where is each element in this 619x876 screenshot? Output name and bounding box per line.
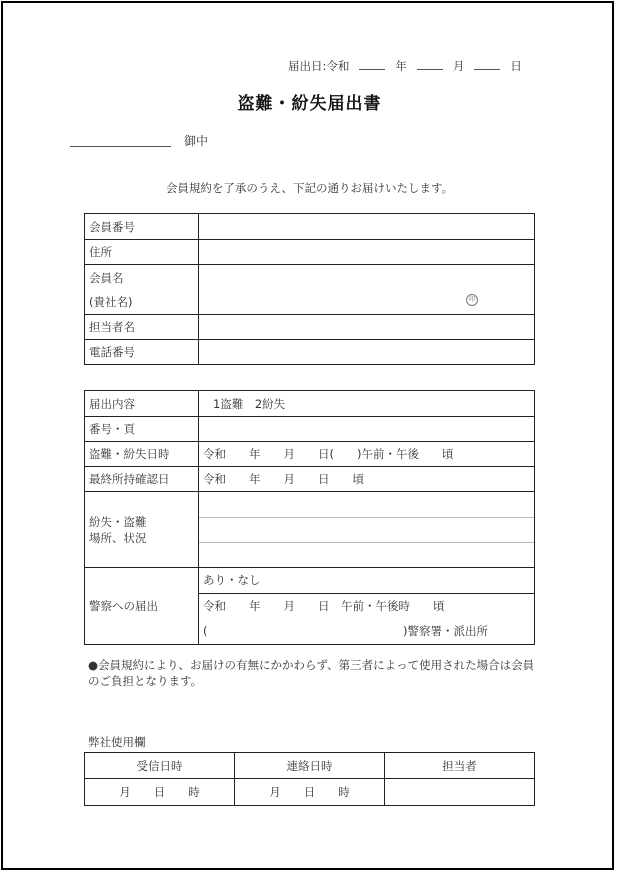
received-datetime-field[interactable]: 月 日 時	[85, 779, 235, 806]
office-use-title: 弊社使用欄	[88, 735, 146, 749]
day-blank[interactable]	[474, 59, 500, 70]
report-content-options: 1盗難 2紛失	[213, 396, 286, 411]
last-confirm-template: 令和 年 月 日 頃	[203, 472, 364, 486]
phone-label: 電話番号	[85, 340, 199, 365]
address-label: 住所	[85, 240, 199, 265]
contact-datetime-header: 連絡日時	[235, 753, 385, 779]
incident-datetime-template: 令和 年 月 日( )午前・午後 頃	[203, 447, 454, 461]
place-label-line1: 紛失・盗難	[89, 514, 147, 529]
member-number-field[interactable]	[199, 214, 535, 240]
police-station[interactable]: ( )警察署・派出所	[203, 624, 488, 638]
member-name-field[interactable]	[199, 265, 535, 315]
address-field[interactable]	[199, 240, 535, 265]
staff-header: 担当者	[385, 753, 535, 779]
year-blank[interactable]	[359, 59, 385, 70]
notice-text: ●会員規約により、お届けの有無にかかわらず、第三者によって使用された場合は会員のご負担となります。	[88, 658, 535, 688]
contact-datetime-field[interactable]: 月 日 時	[235, 779, 385, 806]
place-line-3[interactable]	[199, 542, 534, 567]
report-content-label: 届出内容	[85, 391, 199, 417]
addressee-suffix: 御中	[184, 134, 209, 148]
member-name-text: 会員名	[89, 270, 124, 285]
office-use-table	[84, 752, 535, 806]
received-datetime-header: 受信日時	[85, 753, 235, 779]
place-situation-label	[85, 492, 199, 568]
phone-field[interactable]	[199, 340, 535, 365]
person-in-charge-field[interactable]	[199, 315, 535, 340]
member-number-label: 会員番号	[85, 214, 199, 240]
police-report-label: 警察への届出	[85, 568, 199, 645]
place-line-2[interactable]	[199, 517, 534, 542]
place-line-1[interactable]	[199, 492, 534, 517]
incident-table	[84, 390, 535, 645]
member-name-label	[85, 265, 199, 315]
month-label: 月	[452, 59, 465, 73]
month-blank[interactable]	[417, 59, 443, 70]
addressee-blank[interactable]	[70, 146, 171, 147]
submission-date-line	[288, 58, 522, 74]
last-confirm-label: 最終所持確認日	[85, 467, 199, 492]
place-situation-field[interactable]	[199, 492, 535, 568]
last-confirm-field[interactable]	[199, 467, 535, 492]
incident-datetime-label: 盗難・紛失日時	[85, 442, 199, 467]
company-name-text: (貴社名)	[89, 294, 133, 309]
document-title: 盗難・紛失届出書	[237, 94, 382, 114]
date-label: 届出日:令和	[288, 59, 350, 73]
intro-text: 会員規約を了承のうえ、下記の通りお届けいたします。	[165, 181, 454, 195]
staff-field[interactable]	[385, 779, 535, 806]
seal-icon: 印	[466, 294, 478, 306]
police-datetime[interactable]: 令和 年 月 日 午前・午後時 頃	[203, 599, 445, 613]
place-label-line2: 場所、状況	[89, 530, 147, 545]
report-content-value[interactable]	[199, 391, 535, 417]
incident-datetime-field[interactable]	[199, 442, 535, 467]
police-yes-no[interactable]: あり・なし	[199, 568, 534, 594]
member-info-table	[84, 213, 535, 365]
year-label: 年	[395, 59, 407, 73]
number-page-label: 番号・頁	[85, 417, 199, 442]
number-page-field[interactable]	[199, 417, 535, 442]
person-in-charge-label: 担当者名	[85, 315, 199, 340]
police-report-field	[199, 568, 535, 645]
day-label: 日	[510, 59, 522, 73]
